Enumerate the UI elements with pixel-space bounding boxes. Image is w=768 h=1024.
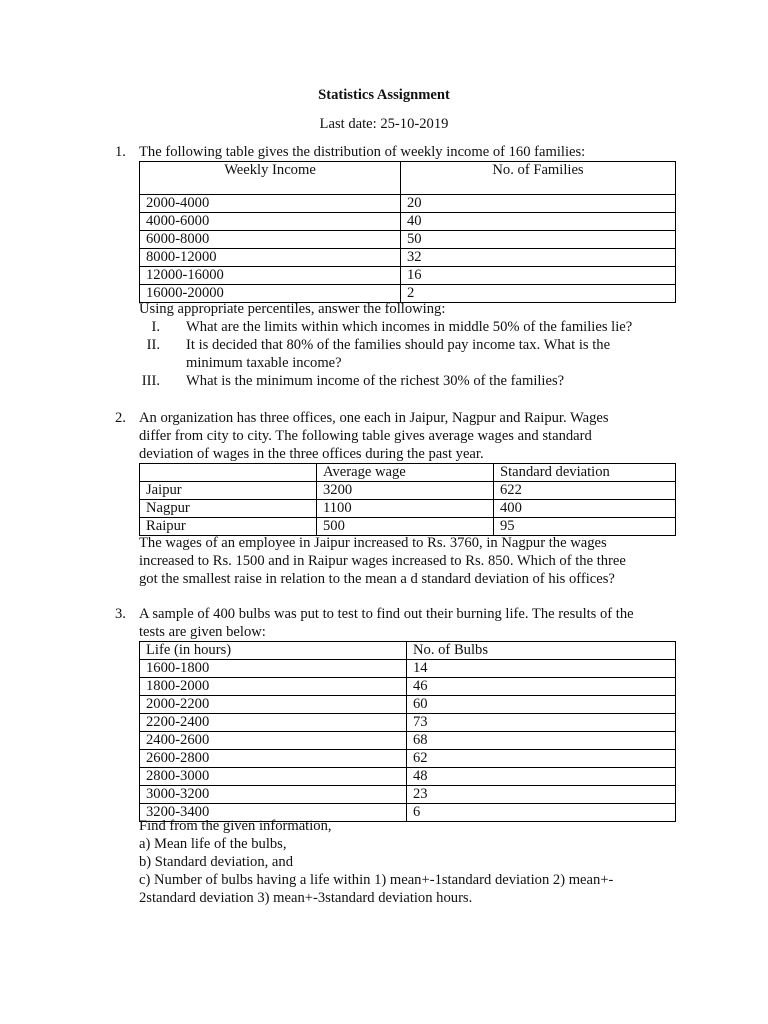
question-3-text xyxy=(139,817,613,907)
intro-line: An organization has three offices, one each in Jaipur, Nagpur and Raipur. Wages xyxy=(139,410,609,426)
table-row xyxy=(140,678,676,696)
table-cell: 40 xyxy=(401,213,676,231)
table-cell: 16 xyxy=(401,267,676,285)
wages-table xyxy=(139,463,676,536)
table-cell: 46 xyxy=(407,678,676,696)
table-cell: 23 xyxy=(407,786,676,804)
table-cell: 2600-2800 xyxy=(140,750,407,768)
table-row xyxy=(140,231,676,249)
text-line: c) Number of bulbs having a life within 1) mean+-1standard deviation 2) mean+- xyxy=(139,872,614,888)
part-text: minimum taxable income? xyxy=(186,355,342,371)
part-text: It is decided that 80% of the families should pay income tax. What is the xyxy=(186,337,611,353)
table-cell: 20 xyxy=(401,195,676,213)
intro-line: A sample of 400 bulbs was put to test to find out their burning life. The results of the xyxy=(139,606,634,622)
table-cell: 1600-1800 xyxy=(140,660,407,678)
part-text: What are the limits within which incomes in middle 50% of the families lie? xyxy=(186,319,633,335)
table-cell: 622 xyxy=(494,482,676,500)
table-cell: 48 xyxy=(407,768,676,786)
header-life-hours: Life (in hours) xyxy=(140,642,407,660)
text-line: Find from the given information, xyxy=(139,818,332,834)
part-text: What is the minimum income of the richest 30% of the families? xyxy=(186,373,565,389)
table-cell: Nagpur xyxy=(140,500,317,518)
question-2-intro xyxy=(115,409,609,463)
table-row xyxy=(140,732,676,750)
table-cell: 62 xyxy=(407,750,676,768)
last-date: Last date: 25-10-2019 xyxy=(319,116,449,132)
text-line: a) Mean life of the bulbs, xyxy=(139,836,287,852)
part-number: III. xyxy=(141,373,160,389)
table-cell: 73 xyxy=(407,714,676,732)
document-title: Statistics Assignment xyxy=(318,87,450,103)
table-cell: 16000-20000 xyxy=(140,285,401,303)
table-row xyxy=(140,786,676,804)
table-cell: 14 xyxy=(407,660,676,678)
question-2-text xyxy=(139,534,626,588)
text-line: got the smallest raise in relation to the mean a d standard deviation of his offices? xyxy=(139,571,615,587)
table-cell: 50 xyxy=(401,231,676,249)
header-weekly-income: Weekly Income xyxy=(140,162,401,195)
header-city xyxy=(140,464,317,482)
bulbs-table xyxy=(139,641,676,822)
part-number: I. xyxy=(151,319,160,335)
table-cell: 2200-2400 xyxy=(140,714,407,732)
intro-line: tests are given below: xyxy=(139,624,266,640)
table-row xyxy=(140,750,676,768)
text-line: 2standard deviation 3) mean+-3standard deviation hours. xyxy=(139,890,473,906)
intro-line: deviation of wages in the three offices during the past year. xyxy=(139,446,484,462)
header-standard-deviation: Standard deviation xyxy=(494,464,676,482)
table-row xyxy=(140,696,676,714)
table-cell: 60 xyxy=(407,696,676,714)
income-table xyxy=(139,161,676,303)
table-cell: 12000-16000 xyxy=(140,267,401,285)
table-cell: 8000-12000 xyxy=(140,249,401,267)
table-cell: 32 xyxy=(401,249,676,267)
intro-line: differ from city to city. The following table gives average wages and standard xyxy=(139,428,592,444)
question-1-text: The following table gives the distribution of weekly income of 160 families: xyxy=(139,144,586,160)
question-3-number: 3. xyxy=(115,606,126,622)
table-cell: 2 xyxy=(401,285,676,303)
table-cell: 1800-2000 xyxy=(140,678,407,696)
table-cell: 6 xyxy=(407,804,676,822)
table-row xyxy=(140,249,676,267)
table-cell: 2400-2600 xyxy=(140,732,407,750)
table-cell: 2000-2200 xyxy=(140,696,407,714)
table-cell: 2000-4000 xyxy=(140,195,401,213)
table-row xyxy=(140,213,676,231)
table-cell: 4000-6000 xyxy=(140,213,401,231)
text-line: b) Standard deviation, and xyxy=(139,854,294,870)
question-1-intro xyxy=(115,143,586,161)
table-header-row xyxy=(140,464,676,482)
header-no-of-families: No. of Families xyxy=(401,162,676,195)
table-cell: 1100 xyxy=(317,500,494,518)
table-row xyxy=(140,768,676,786)
table-cell: 500 xyxy=(317,518,494,536)
table-cell: 400 xyxy=(494,500,676,518)
table-header-row xyxy=(140,642,676,660)
text-line: increased to Rs. 1500 and in Raipur wages increased to Rs. 850. Which of the three xyxy=(139,553,626,569)
question-2-number: 2. xyxy=(115,410,126,426)
table-cell: 6000-8000 xyxy=(140,231,401,249)
table-cell: 3000-3200 xyxy=(140,786,407,804)
question-1-instruction: Using appropriate percentiles, answer the following: xyxy=(139,301,446,317)
table-cell: 2800-3000 xyxy=(140,768,407,786)
question-1-number: 1. xyxy=(115,144,126,160)
table-row xyxy=(140,195,676,213)
table-row xyxy=(140,267,676,285)
question-3-intro xyxy=(115,605,634,641)
text-line: The wages of an employee in Jaipur increased to Rs. 3760, in Nagpur the wages xyxy=(139,535,607,551)
header-no-of-bulbs: No. of Bulbs xyxy=(407,642,676,660)
table-row xyxy=(140,714,676,732)
table-row xyxy=(140,518,676,536)
table-cell: 3200 xyxy=(317,482,494,500)
table-row xyxy=(140,482,676,500)
table-cell: 95 xyxy=(494,518,676,536)
table-cell: 3200-3400 xyxy=(140,804,407,822)
header-average-wage: Average wage xyxy=(317,464,494,482)
table-cell: Jaipur xyxy=(140,482,317,500)
table-header-row xyxy=(140,162,676,195)
table-row xyxy=(140,660,676,678)
table-cell: 68 xyxy=(407,732,676,750)
table-row xyxy=(140,500,676,518)
table-cell: Raipur xyxy=(140,518,317,536)
part-number: II. xyxy=(146,337,160,353)
